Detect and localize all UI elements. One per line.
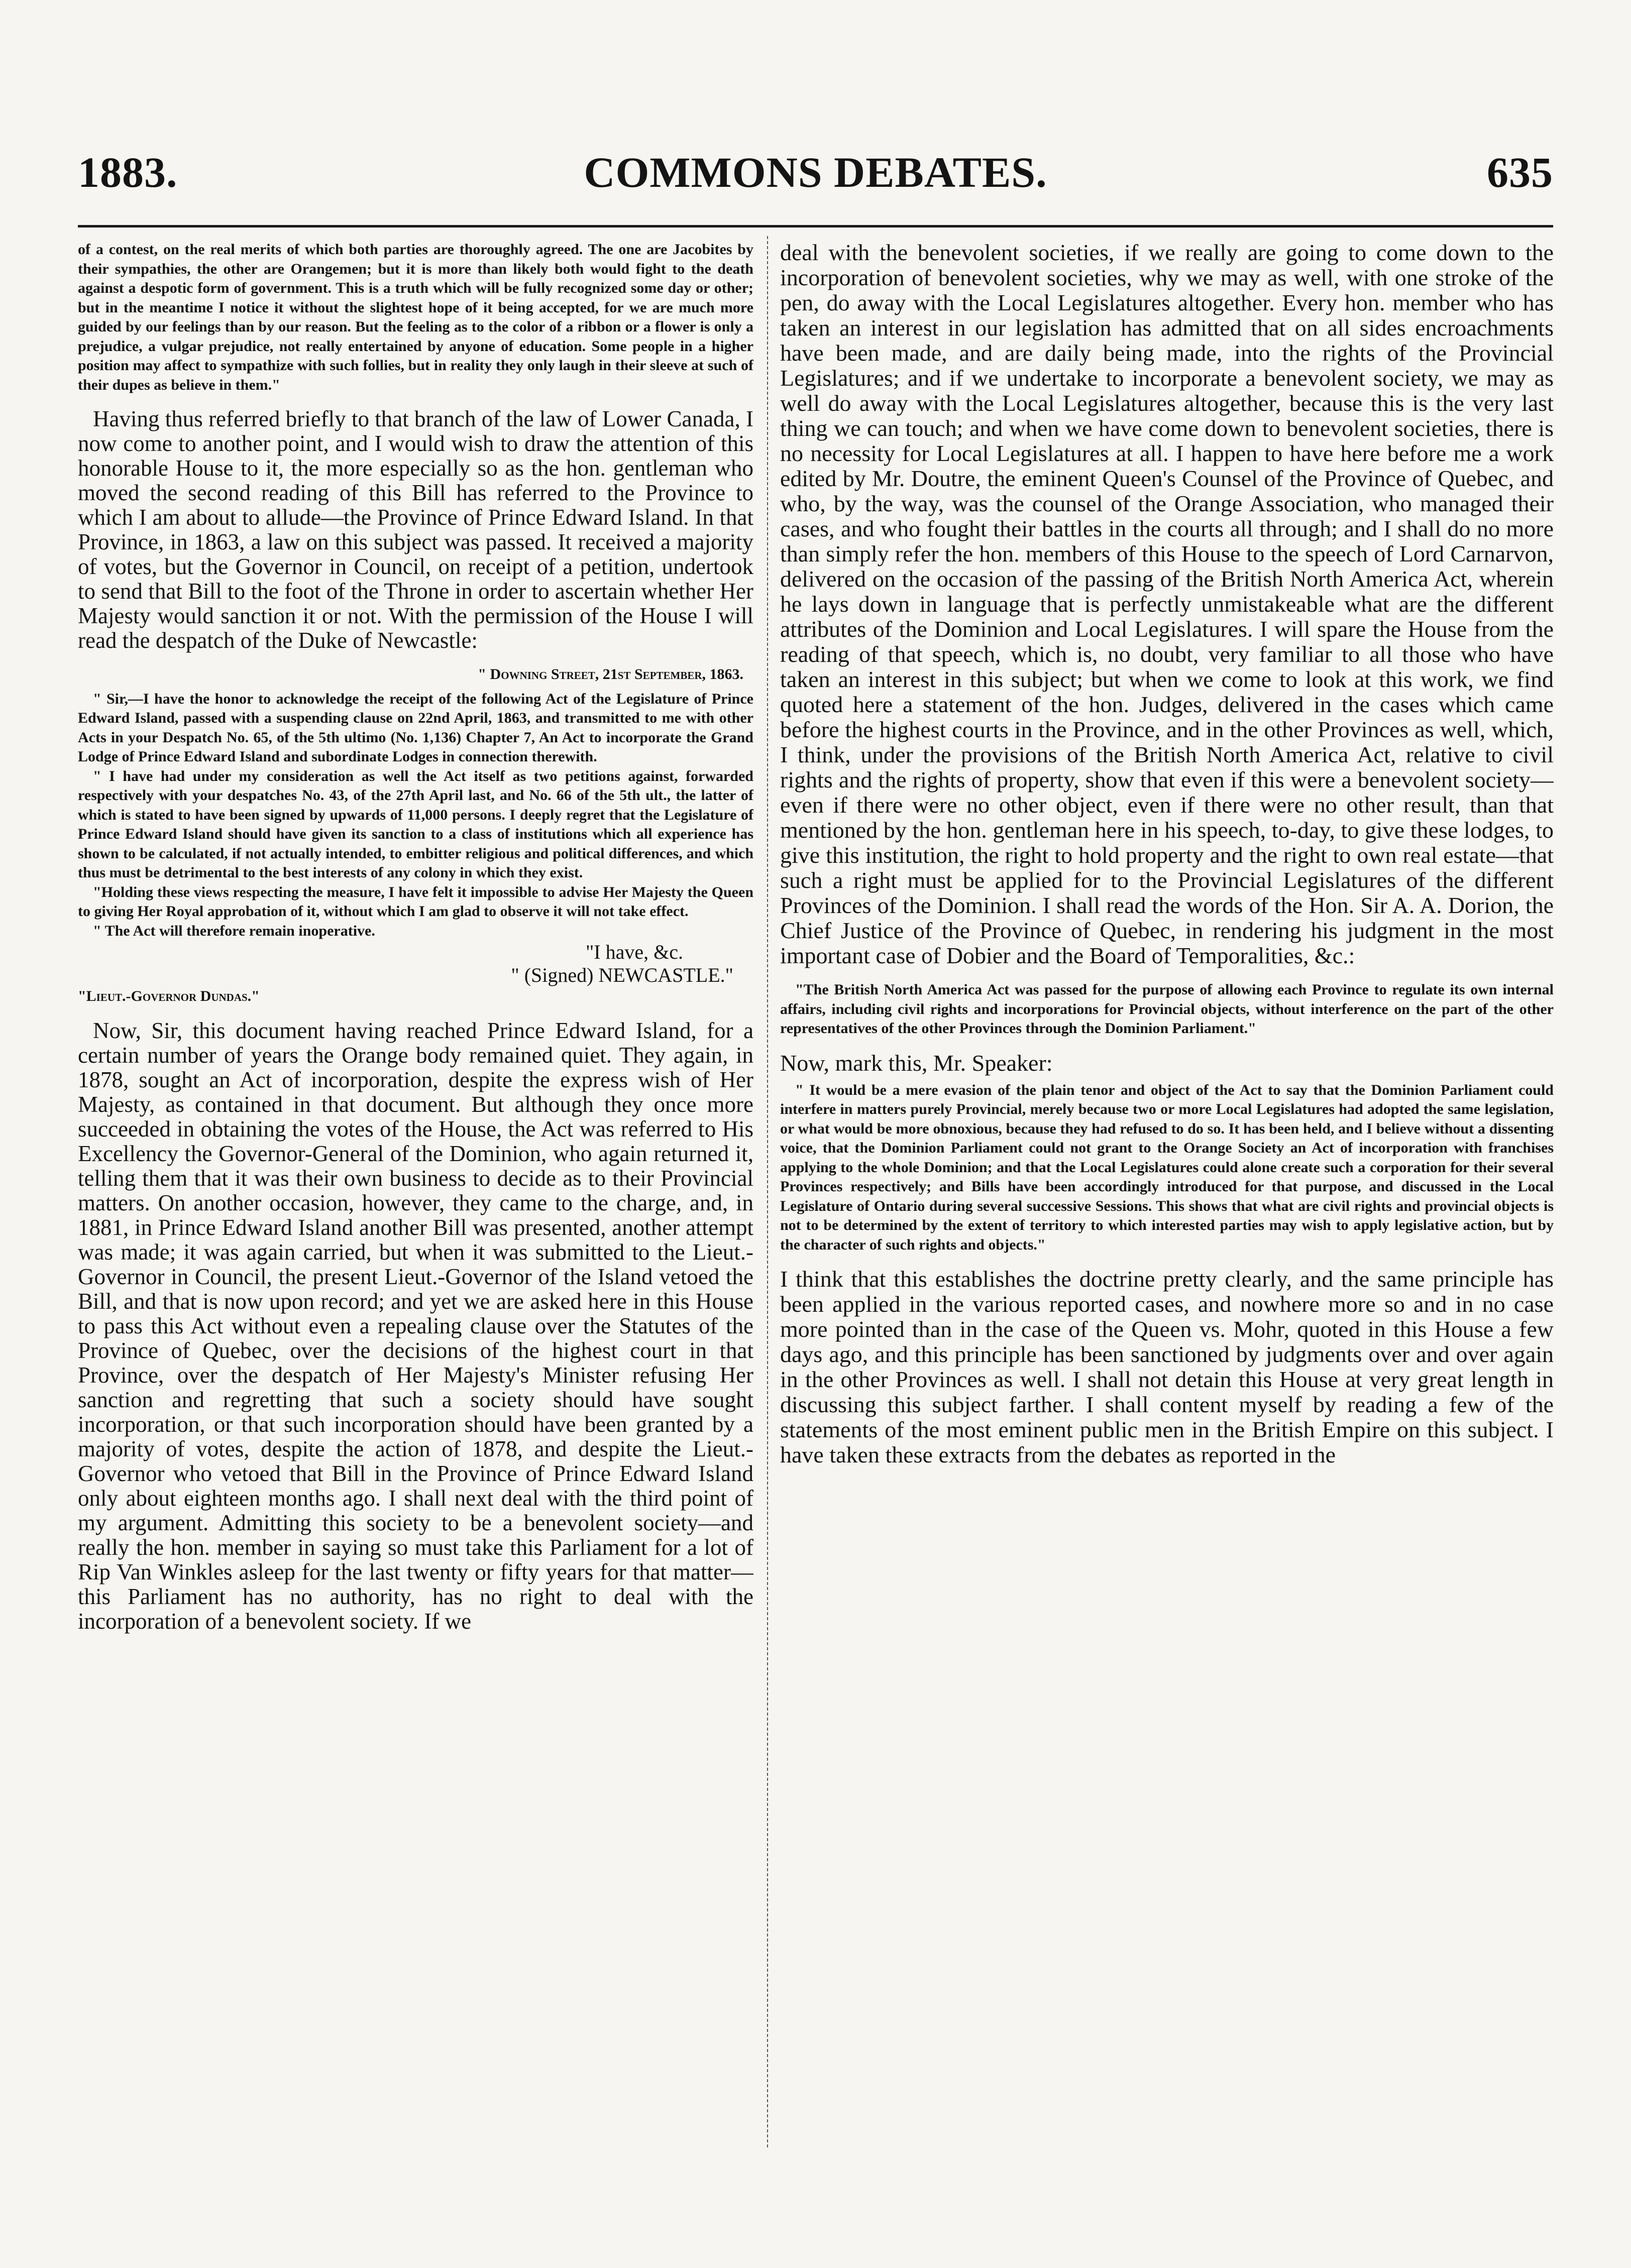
despatch-signature: " (Signed) NEWCASTLE." — [511, 964, 733, 986]
body-paragraph: I think that this establishes the doctrine pretty clearly, and the same principle has been applied in the various reported cases, and nowhere more so and in no case more pointed than in the case of the Queen vs. Mohr, quoted in this House a few days ago, and this principle has been sanctioned by judgments over and over again in the other Provinces as well. I shall not detain this House at very great length in discussing this subject farther. I shall content myself by reading a few of the statements of the most eminent public men in the British Empire on this subject. I have taken these extracts from the debates as reported in the — [780, 1266, 1554, 1467]
body-paragraph: Having thus referred briefly to that branch of the law of Lower Canada, I now come to another point, and I would wish to draw the attention of this honorable House to it, the more especially so as the hon. gentleman who moved the second reading of this Bill has referred to the Province to which I am about to allude—the Province of Prince Edward Island. In that Province, in 1863, a law on this subject was passed. It received a majority of votes, but the Governor in Council, on receipt of a petition, undertook to send that Bill to the foot of the Throne in order to ascertain whether Her Majesty would sanction it or not. With the permission of the House I will read the despatch of the Duke of Newcastle: — [78, 406, 753, 653]
publication-title: COMMONS DEBATES. — [584, 148, 1047, 196]
despatch-addressee: "Lieut.-Governor Dundas." — [78, 988, 260, 1004]
right-column — [780, 240, 1554, 2147]
despatch-paragraph: " The Act will therefore remain inoperative. — [93, 922, 375, 939]
despatch-paragraph: "Holding these views respecting the measure, I have felt it impossible to advise Her Majesty the Queen to giving Her Royal approbation of it, without which I am glad to observe it will not take effect. — [78, 883, 753, 920]
despatch-dateline: " Downing Street, 21st September, 1863. — [478, 666, 743, 683]
header-rule — [78, 225, 1553, 228]
despatch-closing: "I have, &c. — [585, 941, 683, 963]
quote-continuation: of a contest, on the real merits of which both parties are thoroughly agreed. The one are Jacobites by their sympathies, the other are Orangemen; but it is more than likely both would fight to the death against a despotic form of government. This is a truth which will be fully recognized some day or other; but in the meantime I notice it without the slightest hope of it being accepted, for we are much more guided by our feelings than by our reason. But the feeling as to the color of a ribbon or a flower is only a prejudice, a vulgar prejudice, not really entertained by anyone of education. Some people in a higher position may affect to sympathize with such follies, but in reality they only laugh in their sleeve at such of their dupes as believe in them." — [78, 241, 753, 393]
body-paragraph: Now, mark this, Mr. Speaker: — [780, 1050, 1053, 1076]
despatch-paragraph: " I have had under my consideration as well the Act itself as two petitions against, forwarded respectively with your despatches No. 43, of the 27th April last, and No. 66 of the 5th ult., the latter of which is stated to have been signed by upwards of 11,000 persons. I deeply regret that the Legislature of Prince Edward Island should have given its sanction to a class of institutions which all experience has shown to be calculated, if not actually intended, to embitter religious and political differences, and which thus must be detrimental to the best interests of any colony in which they exist. — [78, 767, 753, 881]
left-column — [78, 240, 753, 2147]
header-year: 1883. — [78, 148, 178, 196]
page-header — [78, 148, 1553, 211]
column-divider — [767, 236, 768, 2147]
body-paragraph: Now, Sir, this document having reached Prince Edward Island, for a certain number of years the Orange body remained quiet. They again, in 1878, sought an Act of incorporation, despite the express wish of Her Majesty, as contained in that document. But although they once more succeeded in obtaining the votes of the House, the Act was referred to His Excellency the Governor-General of the Dominion, who again returned it, telling them that it was their own business to decide as to their Provincial matters. On another occasion, however, they came to the charge, and, in 1881, in Prince Edward Island another Bill was presented, another attempt was made; it was again carried, but when it was submitted to the Lieut.-Governor in Council, the present Lieut.-Governor of the Island vetoed the Bill, and that is now upon record; and yet we are asked here in this House to pass this Act without even a repealing clause over the Statutes of the Province of Quebec, over the decisions of the highest court in that Province, over the despatch of Her Majesty's Minister refusing Her sanction and regretting that such a society should have sought incorporation, or that such incorporation should have been granted by a majority of votes, despite the action of 1878, and despite the Lieut.-Governor who vetoed that Bill in the Province of Prince Edward Island only about eighteen months ago. I shall next deal with the third point of my argument. Admitting this society to be a benevolent society—and really the hon. member in saying so must take this Parliament for a lot of Rip Van Winkles asleep for the last twenty or fifty years for that matter—this Parliament has no authority, has no right to deal with the incorporation of a benevolent society. If we — [78, 1017, 753, 1634]
block-quote: "The British North America Act was passed for the purpose of allowing each Province to regulate its own internal affairs, including civil rights and incorporations for Provincial objects, without interference on the part of the other representatives of the other Provinces through the Dominion Parliament." — [780, 981, 1554, 1037]
block-quote: " It would be a mere evasion of the plain tenor and object of the Act to say that the Dominion Parliament could interfere in matters purely Provincial, merely because two or more Local Legislatures had adopted the same legislation, or what would be more obnoxious, because they had refused to do so. It has been held, and I believe without a dissenting voice, that the Dominion Parliament could not grant to the Orange Society an Act of incorporation with franchises applying to the whole Dominion; and that the Local Legislatures could alone create such a corporation for their several Provinces respectively; and Bills have been accordingly introduced for that purpose, and discussed in the Local Legislature of Ontario during several successive Sessions. This shows that what are civil rights and provincial objects is not to be determined by the extent of territory to which interested parties may wish to apply legislative action, but by the character of such rights and objects." — [780, 1081, 1554, 1253]
page-number: 635 — [1487, 148, 1553, 196]
body-paragraph: deal with the benevolent societies, if we really are going to come down to the incorporation of benevolent societies, why we may as well, with one stroke of the pen, do away with the Local Legislatures altogether. Every hon. member who has taken an interest in our legislation has admitted that on all sides encroachments have been made, and are daily being made, into the rights of the Provincial Legislatures; and if we undertake to incorporate a benevolent society, we may as well do away with the Local Legislatures altogether, because this is the very last thing we can touch; and when we have come down to benevolent societies, there is no necessity for Local Legislatures at all. I happen to have here before me a work edited by Mr. Doutre, the eminent Queen's Counsel of the Province of Quebec, and who, by the way, was the counsel of the Orange Association, who managed their cases, and who fought their battles in the courts all through; and I shall do no more than simply refer the hon. members of this House to the speech of Lord Carnarvon, delivered on the occasion of the passing of the British North America Act, wherein he lays down in language that is perfectly unmistakeable what are the different attributes of the Dominion and Local Legislatures. I will spare the House from the reading of that speech, which is, no doubt, very familiar to all those who have taken an interest in this subject; but when we come to look at this work, we find quoted here a statement of the hon. Judges, delivered in the cases which came before the highest courts in the Province, and in the other Provinces as well, which, I think, under the provisions of the British North America Act, relative to civil rights and the rights of property, show that even if this were a benevolent society—even if there were no other object, even if there were no other result, than that mentioned by the hon. gentleman here in his speech, to-day, to give these lodges, to give this institution, the right to hold property and the right to own real estate—that such a right must be applied for to the Provincial Legislatures of the different Provinces of the Dominion. I shall read the words of the Hon. Sir A. A. Dorion, the Chief Justice of the Province of Quebec, in rendering his judgment in the most important case of Dobier and the Board of Temporalities, &c.: — [780, 240, 1554, 968]
despatch-paragraph: " Sir,—I have the honor to acknowledge the receipt of the following Act of the Legislature of Prince Edward Island, passed with a suspending clause on 22nd April, 1863, and transmitted to me with other Acts in your Despatch No. 65, of the 5th ultimo (No. 1,136) Chapter 7, An Act to incorporate the Grand Lodge of Prince Edward Island and subordinate Lodges in connection therewith. — [78, 690, 753, 765]
